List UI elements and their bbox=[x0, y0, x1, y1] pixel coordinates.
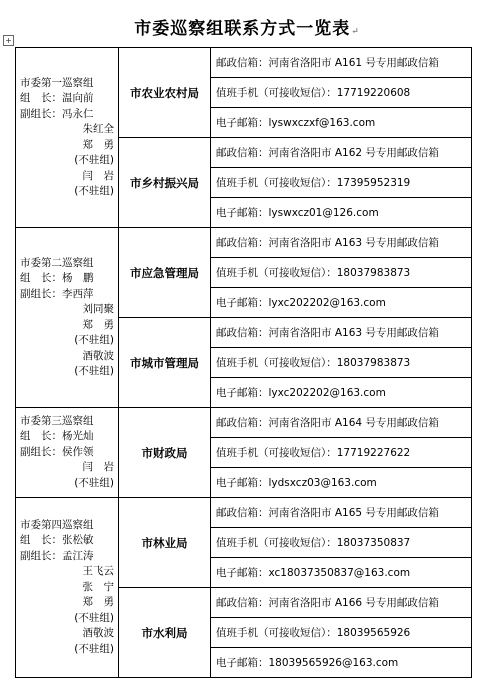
table-row bbox=[16, 228, 472, 258]
email-cell: 电子邮箱：lyxc202202@163.com bbox=[211, 378, 472, 408]
group-member: 郑 勇 bbox=[82, 318, 114, 331]
group-cell-2 bbox=[16, 228, 119, 408]
bureau-name: 市应急管理局 bbox=[119, 228, 211, 318]
group-member: 闫 岩 bbox=[82, 169, 114, 182]
group-leader: 组 长：杨 鹏 bbox=[20, 272, 94, 284]
group-name: 市委第三巡察组 bbox=[20, 414, 94, 427]
bureau-name: 市林业局 bbox=[119, 498, 211, 588]
phone-cell: 值班手机（可接收短信）：17719227622 bbox=[211, 438, 472, 468]
phone-cell: 值班手机（可接收短信）：18039565926 bbox=[211, 618, 472, 648]
phone-cell: 值班手机（可接收短信）：18037983873 bbox=[211, 348, 472, 378]
group-member: 郑 勇 bbox=[82, 596, 114, 609]
group-note: (不驻组) bbox=[74, 476, 114, 489]
mailbox-cell: 邮政信箱：河南省洛阳市 A162 号专用邮政信箱 bbox=[211, 138, 472, 168]
group-cell-4 bbox=[16, 498, 119, 678]
phone-cell: 值班手机（可接收短信）：18037350837 bbox=[211, 528, 472, 558]
group-leader: 组 长：杨光灿 bbox=[20, 430, 94, 443]
email-cell: 电子邮箱：lyswxcz01@126.com bbox=[211, 198, 472, 228]
group-cell-1 bbox=[16, 48, 119, 228]
group-member: 酒敬波 bbox=[82, 349, 114, 362]
group-member: 酒敬波 bbox=[82, 627, 114, 640]
bureau-name: 市财政局 bbox=[119, 408, 211, 498]
mailbox-cell: 邮政信箱：河南省洛阳市 A164 号专用邮政信箱 bbox=[211, 408, 472, 438]
group-note: (不驻组) bbox=[74, 642, 114, 655]
table-row bbox=[16, 48, 472, 78]
group-deputy: 副组长：侯作领 bbox=[20, 445, 94, 458]
bureau-name: 市乡村振兴局 bbox=[119, 138, 211, 228]
group-note: (不驻组) bbox=[74, 611, 114, 624]
group-member: 闫 岩 bbox=[82, 461, 114, 474]
group-member: 朱红全 bbox=[82, 123, 114, 135]
mailbox-cell: 邮政信箱：河南省洛阳市 A165 号专用邮政信箱 bbox=[211, 498, 472, 528]
group-member: 刘同聚 bbox=[82, 303, 114, 315]
email-cell: 电子邮箱：18039565926@163.com bbox=[211, 648, 472, 678]
group-name: 市委第一巡察组 bbox=[20, 76, 94, 89]
email-cell: 电子邮箱：lydsxcz03@163.com bbox=[211, 468, 472, 498]
mailbox-cell: 邮政信箱：河南省洛阳市 A163 号专用邮政信箱 bbox=[211, 318, 472, 348]
table-row bbox=[16, 498, 472, 528]
group-note: (不驻组) bbox=[74, 185, 114, 197]
bureau-name: 市城市管理局 bbox=[119, 318, 211, 408]
group-deputy: 副组长：李西萍 bbox=[20, 287, 94, 300]
table-move-handle-icon[interactable]: + bbox=[3, 35, 14, 46]
contact-table bbox=[15, 47, 472, 678]
phone-cell: 值班手机（可接收短信）：18037983873 bbox=[211, 258, 472, 288]
group-note: (不驻组) bbox=[74, 365, 114, 377]
group-leader: 组 长：张松敏 bbox=[20, 534, 94, 547]
bureau-name: 市农业农村局 bbox=[119, 48, 211, 138]
group-leader: 组 长：温向前 bbox=[20, 92, 94, 104]
mailbox-cell: 邮政信箱：河南省洛阳市 A166 号专用邮政信箱 bbox=[211, 588, 472, 618]
page-title: 市委巡察组联系方式一览表↵ bbox=[134, 19, 360, 39]
group-member: 王飞云 bbox=[82, 565, 114, 578]
bureau-name: 市水利局 bbox=[119, 588, 211, 678]
group-cell-3 bbox=[16, 408, 119, 498]
group-note: (不驻组) bbox=[74, 154, 114, 166]
email-cell: 电子邮箱：lyswxczxf@163.com bbox=[211, 108, 472, 138]
group-member: 张 宁 bbox=[82, 580, 114, 593]
group-member: 郑 勇 bbox=[82, 138, 114, 151]
mailbox-cell: 邮政信箱：河南省洛阳市 A161 号专用邮政信箱 bbox=[211, 48, 472, 78]
group-name: 市委第四巡察组 bbox=[20, 518, 94, 531]
phone-cell: 值班手机（可接收短信）：17719220608 bbox=[211, 78, 472, 108]
group-deputy: 副组长：孟江涛 bbox=[20, 549, 94, 562]
table-row bbox=[16, 408, 472, 438]
phone-cell: 值班手机（可接收短信）：17395952319 bbox=[211, 168, 472, 198]
email-cell: 电子邮箱：xc18037350837@163.com bbox=[211, 558, 472, 588]
group-deputy: 副组长：冯永仁 bbox=[20, 107, 94, 120]
group-note: (不驻组) bbox=[74, 334, 114, 346]
mailbox-cell: 邮政信箱：河南省洛阳市 A163 号专用邮政信箱 bbox=[211, 228, 472, 258]
email-cell: 电子邮箱：lyxc202202@163.com bbox=[211, 288, 472, 318]
group-name: 市委第二巡察组 bbox=[20, 256, 94, 269]
